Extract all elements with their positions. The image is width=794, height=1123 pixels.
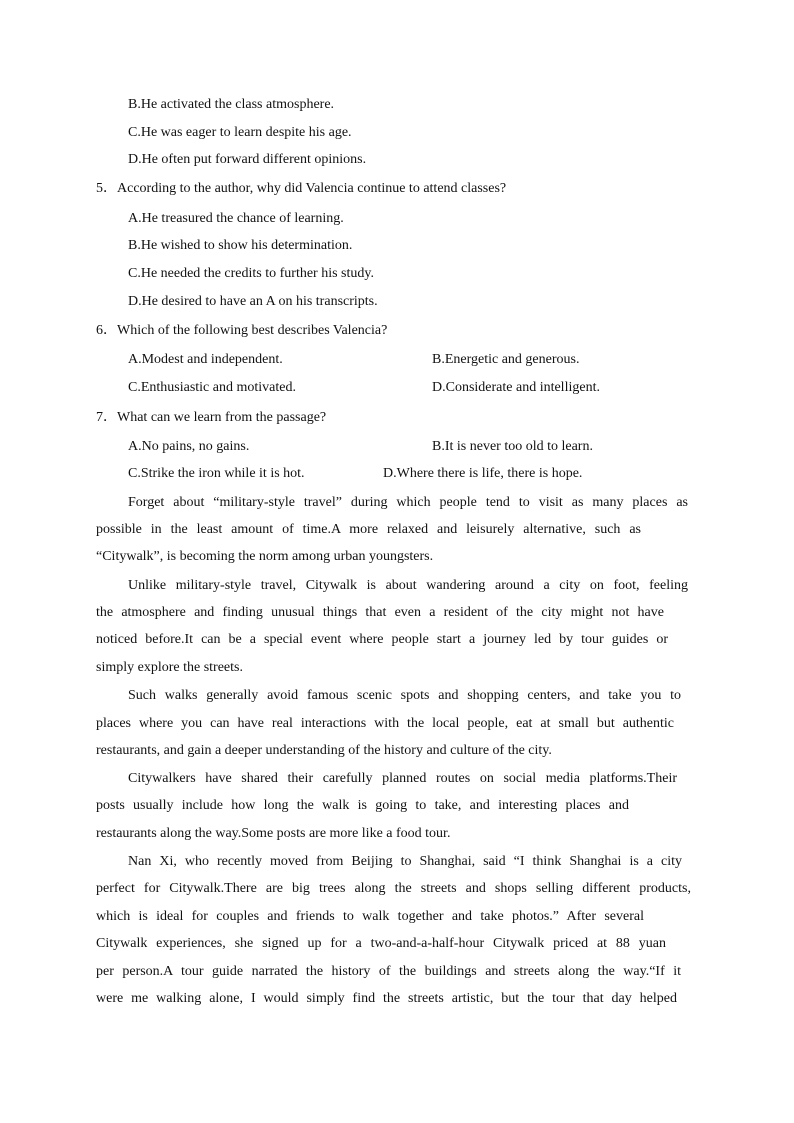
passage-p3-line: Such walks generally avoid famous scenic spots and shopping centers, and take you to: [128, 688, 681, 703]
q5-stem: 5．According to the author, why did Valencia continue to attend classes?: [96, 181, 507, 196]
q7-option-d: D.Where there is life, there is hope.: [383, 466, 583, 481]
passage-p3-line: restaurants, and gain a deeper understanding of the history and culture of the city.: [96, 743, 552, 758]
passage-p5-line: Nan Xi, who recently moved from Beijing to Shanghai, said “I think Shanghai is a city: [128, 854, 682, 869]
q7-option-c: C.Strike the iron while it is hot.: [128, 466, 305, 481]
passage-p3-line: places where you can have real interactions with the local people, eat at small but authentic: [96, 716, 674, 731]
passage-p1-line: Forget about “military-style travel” during which people tend to visit as many places as: [128, 495, 688, 510]
q6-stem: 6．Which of the following best describes Valencia?: [96, 323, 388, 338]
q7-stem: 7．What can we learn from the passage?: [96, 410, 327, 425]
passage-p2-line: the atmosphere and finding unusual things that even a resident of the city might not have: [96, 605, 664, 620]
passage-p5-line: Citywalk experiences, she signed up for a two-and-a-half-hour Citywalk priced at 88 yuan: [96, 936, 666, 951]
q6-option-d: D.Considerate and intelligent.: [432, 380, 600, 395]
passage-p1-line: “Citywalk”, is becoming the norm among urban youngsters.: [96, 549, 434, 564]
passage-p4-line: Citywalkers have shared their carefully planned routes on social media platforms.Their: [128, 771, 677, 786]
q7-option-a: A.No pains, no gains.: [128, 439, 250, 454]
q4-option-d: D.He often put forward different opinions.: [128, 152, 367, 167]
passage-p4-line: posts usually include how long the walk is going to take, and interesting places and: [96, 798, 629, 813]
passage-p5-line: perfect for Citywalk.There are big trees along the streets and shops selling different products,: [96, 881, 691, 896]
passage-p5-line: per person.A tour guide narrated the history of the buildings and streets along the way.“If it: [96, 964, 681, 979]
q5-option-b: B.He wished to show his determination.: [128, 238, 353, 253]
q4-option-b: B.He activated the class atmosphere.: [128, 97, 335, 112]
q6-option-a: A.Modest and independent.: [128, 352, 283, 367]
passage-p2-line: Unlike military-style travel, Citywalk is about wandering around a city on foot, feeling: [128, 578, 688, 593]
q6-option-c: C.Enthusiastic and motivated.: [128, 380, 296, 395]
q7-option-b: B.It is never too old to learn.: [432, 439, 593, 454]
q6-option-b: B.Energetic and generous.: [432, 352, 580, 367]
q4-option-c: C.He was eager to learn despite his age.: [128, 125, 352, 140]
q5-option-d: D.He desired to have an A on his transcripts.: [128, 294, 378, 309]
passage-p5-line: were me walking alone, I would simply find the streets artistic, but the tour that day helped: [96, 991, 677, 1006]
passage-p4-line: restaurants along the way.Some posts are more like a food tour.: [96, 826, 451, 841]
q5-option-a: A.He treasured the chance of learning.: [128, 211, 344, 226]
passage-p2-line: noticed before.It can be a special event where people start a journey led by tour guides or: [96, 632, 668, 647]
passage-p5-line: which is ideal for couples and friends to walk together and take photos.” After several: [96, 909, 644, 924]
passage-p1-line: possible in the least amount of time.A more relaxed and leisurely alternative, such as: [96, 522, 641, 537]
q5-option-c: C.He needed the credits to further his study.: [128, 266, 374, 281]
passage-p2-line: simply explore the streets.: [96, 660, 243, 675]
